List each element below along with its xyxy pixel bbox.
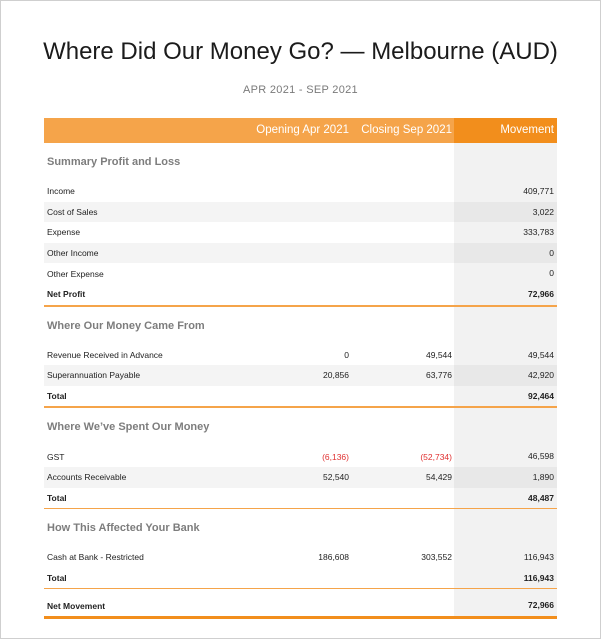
row-movement: 42,920 bbox=[454, 365, 557, 386]
row-movement: 46,598 bbox=[454, 446, 557, 467]
table-row bbox=[44, 446, 557, 467]
header-closing: Closing Sep 2021 bbox=[361, 124, 452, 136]
total-movement: 116,943 bbox=[454, 568, 557, 589]
section-title: How This Affected Your Bank bbox=[47, 522, 200, 535]
section-title: Where We’ve Spent Our Money bbox=[47, 421, 210, 434]
table-row bbox=[44, 263, 557, 284]
table-row bbox=[44, 202, 557, 223]
row-movement: 1,890 bbox=[454, 467, 557, 488]
row-movement: 3,022 bbox=[454, 202, 557, 223]
total-label: Total bbox=[47, 492, 67, 503]
net-movement-label: Net Movement bbox=[47, 600, 106, 611]
row-label: GST bbox=[47, 451, 65, 462]
row-label: Other Expense bbox=[47, 268, 104, 279]
total-row-net-profit bbox=[44, 284, 557, 305]
row-closing: 303,552 bbox=[421, 552, 452, 563]
section-title: Summary Profit and Loss bbox=[47, 156, 181, 168]
total-label: Total bbox=[47, 391, 67, 402]
table-row bbox=[44, 243, 557, 264]
row-closing: 54,429 bbox=[426, 472, 452, 483]
row-opening: 52,540 bbox=[323, 472, 349, 483]
total-movement: 48,487 bbox=[454, 488, 557, 509]
row-label: Other Income bbox=[47, 248, 99, 259]
table-header bbox=[44, 118, 557, 143]
row-closing: 63,776 bbox=[426, 370, 452, 381]
row-label: Cost of Sales bbox=[47, 206, 98, 217]
net-movement-value: 72,966 bbox=[454, 595, 557, 616]
row-opening: 20,856 bbox=[323, 370, 349, 381]
row-closing: (52,734) bbox=[420, 451, 452, 462]
row-label: Income bbox=[47, 186, 75, 197]
row-opening: 0 bbox=[344, 349, 349, 360]
cash-movement-table bbox=[44, 118, 557, 619]
net-movement-row bbox=[44, 595, 557, 616]
row-movement: 409,771 bbox=[454, 181, 557, 202]
report-title: Where Did Our Money Go? — Melbourne (AUD) bbox=[43, 38, 558, 65]
row-movement: 0 bbox=[454, 263, 557, 284]
table-row bbox=[44, 181, 557, 202]
row-label: Revenue Received in Advance bbox=[47, 349, 163, 360]
row-movement: 116,943 bbox=[454, 547, 557, 568]
row-movement: 49,544 bbox=[454, 345, 557, 366]
table-row bbox=[44, 547, 557, 568]
row-movement: 0 bbox=[454, 243, 557, 264]
header-opening: Opening Apr 2021 bbox=[256, 124, 349, 136]
total-row bbox=[44, 568, 557, 589]
row-opening: (6,136) bbox=[322, 451, 349, 462]
total-movement: 92,464 bbox=[454, 386, 557, 407]
final-divider bbox=[44, 616, 557, 619]
row-movement: 333,783 bbox=[454, 222, 557, 243]
row-label: Cash at Bank - Restricted bbox=[47, 552, 144, 563]
section-title: Where Our Money Came From bbox=[47, 319, 205, 332]
table-row bbox=[44, 365, 557, 386]
header-movement: Movement bbox=[454, 118, 557, 143]
row-label: Accounts Receivable bbox=[47, 472, 127, 483]
table-row bbox=[44, 345, 557, 366]
row-closing: 49,544 bbox=[426, 349, 452, 360]
total-row bbox=[44, 488, 557, 509]
row-opening: 186,608 bbox=[318, 552, 349, 563]
row-label: Expense bbox=[47, 227, 81, 238]
table-row bbox=[44, 222, 557, 243]
section-heading-came-from bbox=[44, 307, 557, 345]
total-row bbox=[44, 386, 557, 407]
total-label: Total bbox=[47, 573, 67, 584]
row-label: Superannuation Payable bbox=[47, 370, 141, 381]
table-row bbox=[44, 467, 557, 488]
total-label: Net Profit bbox=[47, 289, 86, 300]
total-movement: 72,966 bbox=[454, 284, 557, 305]
section-heading-spent bbox=[44, 408, 557, 446]
report-period: APR 2021 - SEP 2021 bbox=[243, 84, 358, 96]
section-heading-bank bbox=[44, 509, 557, 547]
section-heading-pnl bbox=[44, 143, 557, 181]
